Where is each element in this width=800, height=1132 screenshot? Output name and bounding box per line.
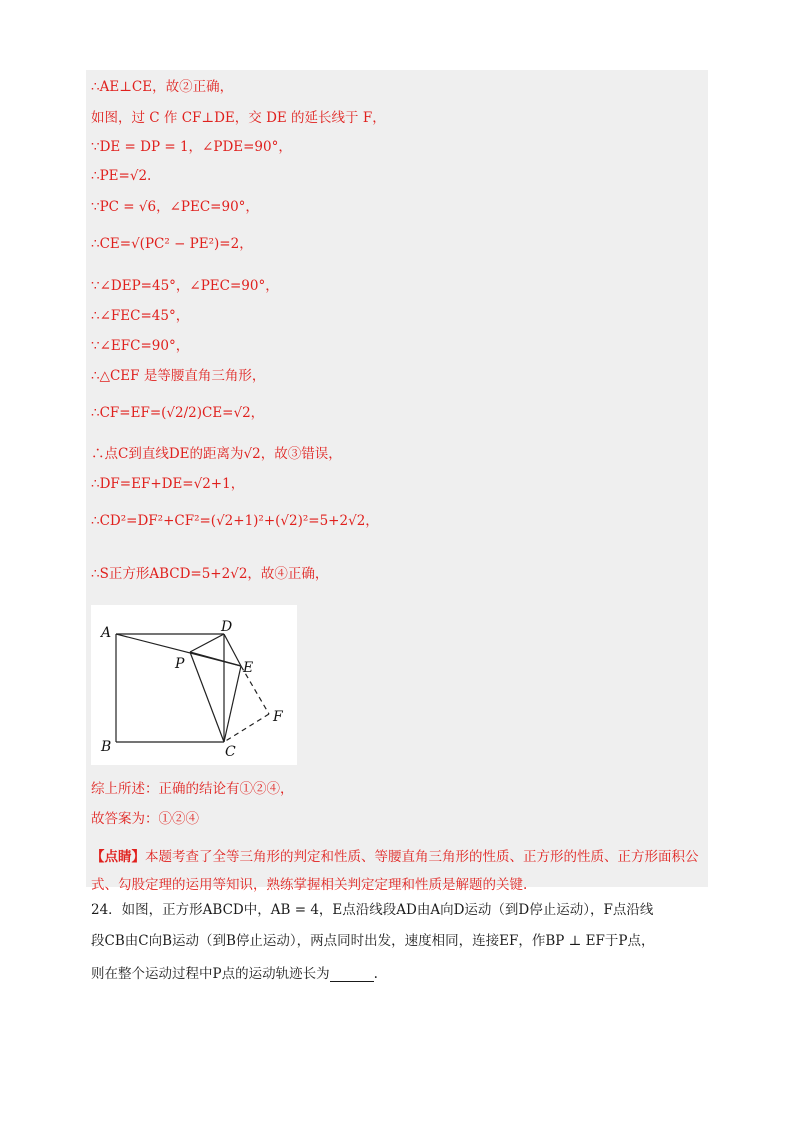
- comment-tag: 【点睛】: [91, 849, 145, 865]
- solution-line-13: ∴DF=EF+DE=√2+1，: [91, 476, 245, 492]
- label-c: C: [225, 744, 236, 760]
- solution-line-9: ∵∠EFC=90°，: [91, 338, 190, 354]
- label-d: D: [221, 619, 233, 635]
- question-line-3: [91, 968, 378, 982]
- question-line-1: 24．如图，正方形ABCD中，AB = 4，E点沿线段AD由A向D运动（到D停止运动），F点沿线: [91, 902, 654, 918]
- solution-line-11: ∴CF=EF=(√2/2)CE=√2，: [91, 405, 265, 421]
- answer-line: 故答案为：①②④: [91, 811, 199, 827]
- solution-line-3: ∵DE = DP = 1，∠PDE=90°，: [91, 139, 292, 155]
- solution-line-12: ∴点C到直线DE的距离为√2，故③错误，: [91, 446, 342, 462]
- comment-text: 本题考查了全等三角形的判定和性质、等腰直角三角形的性质、正方形的性质、正方形面积公式、勾股定理的运用等知识，熟练掌握相关判定定理和性质是解题的关键.: [91, 849, 699, 893]
- label-b: B: [101, 739, 112, 755]
- label-p: P: [175, 656, 185, 672]
- question-line-3-text: 则在整个运动过程中P点的运动轨迹长为: [91, 966, 330, 982]
- geometry-figure: [91, 605, 297, 765]
- solution-line-4: ∴PE=√2.: [91, 168, 152, 184]
- square-diagram: [91, 605, 297, 765]
- summary-line: 综上所述：正确的结论有①②④，: [91, 781, 294, 797]
- answer-blank: [330, 969, 374, 982]
- comment-paragraph: [91, 843, 703, 899]
- label-e: E: [243, 660, 254, 676]
- solution-line-14: ∴CD²=DF²+CF²=(√2+1)²+(√2)²=5+2√2，: [91, 513, 379, 529]
- label-f: F: [273, 709, 283, 725]
- solution-line-7: ∵∠DEP=45°，∠PEC=90°，: [91, 278, 279, 294]
- solution-line-15: ∴S正方形ABCD=5+2√2，故④正确，: [91, 566, 329, 582]
- label-a: A: [101, 625, 112, 641]
- solution-line-2: 如图，过 C 作 CF⊥DE，交 DE 的延长线于 F，: [91, 110, 386, 126]
- question-line-3-end: .: [373, 966, 378, 982]
- solution-line-6: ∴CE=√(PC² − PE²)=2，: [91, 236, 253, 252]
- solution-line-8: ∴∠FEC=45°，: [91, 308, 190, 324]
- solution-line-1: ∴AE⊥CE，故②正确，: [91, 79, 234, 95]
- solution-line-5: ∵PC = √6，∠PEC=90°，: [91, 199, 259, 215]
- question-line-2: 段CB由C向B运动（到B停止运动），两点同时出发，速度相同，连接EF，作BP ⊥ EF于P点，: [91, 933, 655, 949]
- solution-line-10: ∴△CEF 是等腰直角三角形，: [91, 368, 266, 384]
